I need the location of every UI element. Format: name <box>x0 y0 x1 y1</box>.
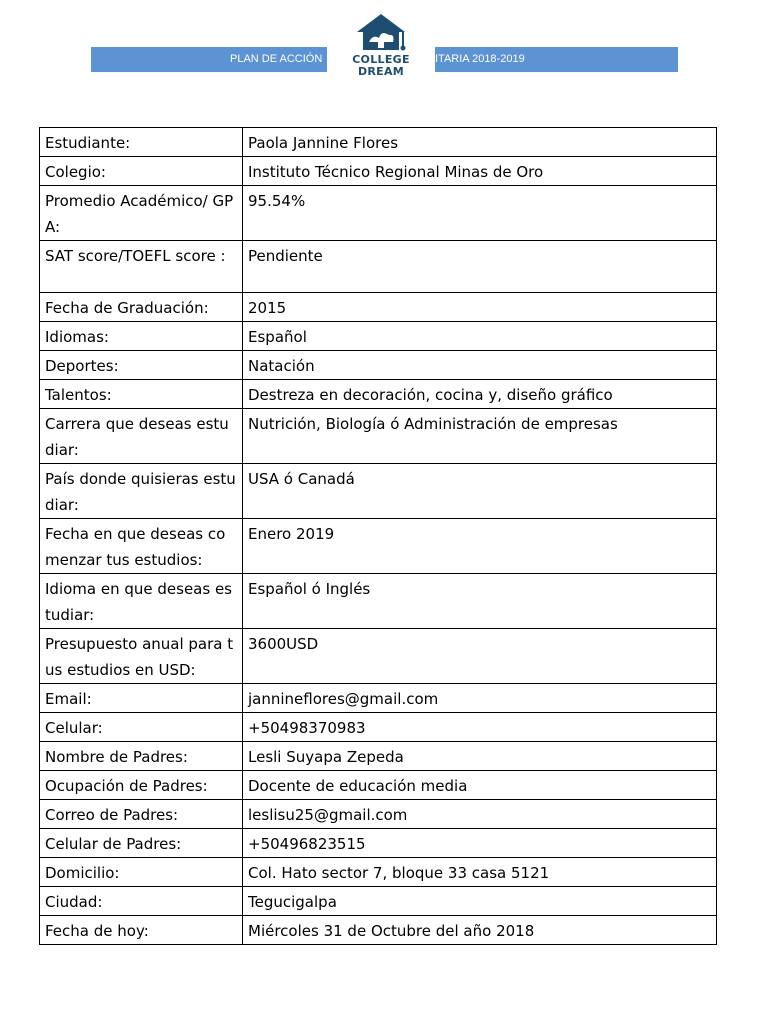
row-label: Domicilio: <box>40 858 243 887</box>
row-value: 3600USD <box>243 629 717 684</box>
table-row <box>40 713 717 742</box>
row-label: Talentos: <box>40 380 243 409</box>
graduation-cap-icon <box>345 12 417 57</box>
row-value: +50498370983 <box>243 713 717 742</box>
row-label: Nombre de Padres: <box>40 742 243 771</box>
student-info-table <box>39 127 717 945</box>
row-label: Email: <box>40 684 243 713</box>
table-row <box>40 380 717 409</box>
table-row <box>40 409 717 464</box>
row-value: Pendiente <box>243 241 717 293</box>
row-value: Docente de educación media <box>243 771 717 800</box>
banner-title-left: PLAN DE ACCIÓN <box>230 53 323 65</box>
row-label: Promedio Académico/ GPA: <box>40 186 243 241</box>
row-value: jannineflores@gmail.com <box>243 684 717 713</box>
row-value: USA ó Canadá <box>243 464 717 519</box>
row-value: +50496823515 <box>243 829 717 858</box>
row-label: Presupuesto anual para tus estudios en USD: <box>40 629 243 684</box>
row-label: Fecha en que deseas comenzar tus estudios: <box>40 519 243 574</box>
row-label: SAT score/TOEFL score : <box>40 241 243 293</box>
logo-text-college: COLLEGE <box>352 53 410 66</box>
row-value: Natación <box>243 351 717 380</box>
table-row <box>40 829 717 858</box>
row-label: Deportes: <box>40 351 243 380</box>
row-label: Carrera que deseas estudiar: <box>40 409 243 464</box>
row-value: Instituto Técnico Regional Minas de Oro <box>243 157 717 186</box>
row-label: Celular: <box>40 713 243 742</box>
row-value: Lesli Suyapa Zepeda <box>243 742 717 771</box>
table-row <box>40 186 717 241</box>
row-value: 2015 <box>243 293 717 322</box>
row-value: leslisu25@gmail.com <box>243 800 717 829</box>
table-row <box>40 574 717 629</box>
row-value: Enero 2019 <box>243 519 717 574</box>
row-label: Colegio: <box>40 157 243 186</box>
table-row <box>40 858 717 887</box>
logo-text-dream: DREAM <box>357 65 405 78</box>
table-row <box>40 629 717 684</box>
row-value: Tegucigalpa <box>243 887 717 916</box>
row-value: Nutrición, Biología ó Administración de empresas <box>243 409 717 464</box>
row-value: Miércoles 31 de Octubre del año 2018 <box>243 916 717 945</box>
row-label: Fecha de hoy: <box>40 916 243 945</box>
table-row <box>40 519 717 574</box>
table-row <box>40 293 717 322</box>
row-label: Ocupación de Padres: <box>40 771 243 800</box>
row-label: Celular de Padres: <box>40 829 243 858</box>
row-label: Idioma en que deseas estudiar: <box>40 574 243 629</box>
row-label: Idiomas: <box>40 322 243 351</box>
row-label: País donde quisieras estudiar: <box>40 464 243 519</box>
row-label: Correo de Padres: <box>40 800 243 829</box>
row-label: Estudiante: <box>40 128 243 157</box>
banner-title-right: ITARIA 2018-2019 <box>435 53 525 65</box>
row-value: Paola Jannine Flores <box>243 128 717 157</box>
table-row <box>40 771 717 800</box>
table-row <box>40 684 717 713</box>
table-row <box>40 800 717 829</box>
table-row <box>40 351 717 380</box>
table-row <box>40 916 717 945</box>
row-value: Col. Hato sector 7, bloque 33 casa 5121 <box>243 858 717 887</box>
row-value: Español ó Inglés <box>243 574 717 629</box>
row-label: Fecha de Graduación: <box>40 293 243 322</box>
table-row <box>40 157 717 186</box>
table-row <box>40 128 717 157</box>
row-label: Ciudad: <box>40 887 243 916</box>
table-row <box>40 241 717 293</box>
row-value: 95.54% <box>243 186 717 241</box>
row-value: Español <box>243 322 717 351</box>
table-row <box>40 464 717 519</box>
table-row <box>40 887 717 916</box>
table-row <box>40 322 717 351</box>
college-dream-logo <box>327 4 435 96</box>
table-row <box>40 742 717 771</box>
row-value: Destreza en decoración, cocina y, diseño gráfico <box>243 380 717 409</box>
